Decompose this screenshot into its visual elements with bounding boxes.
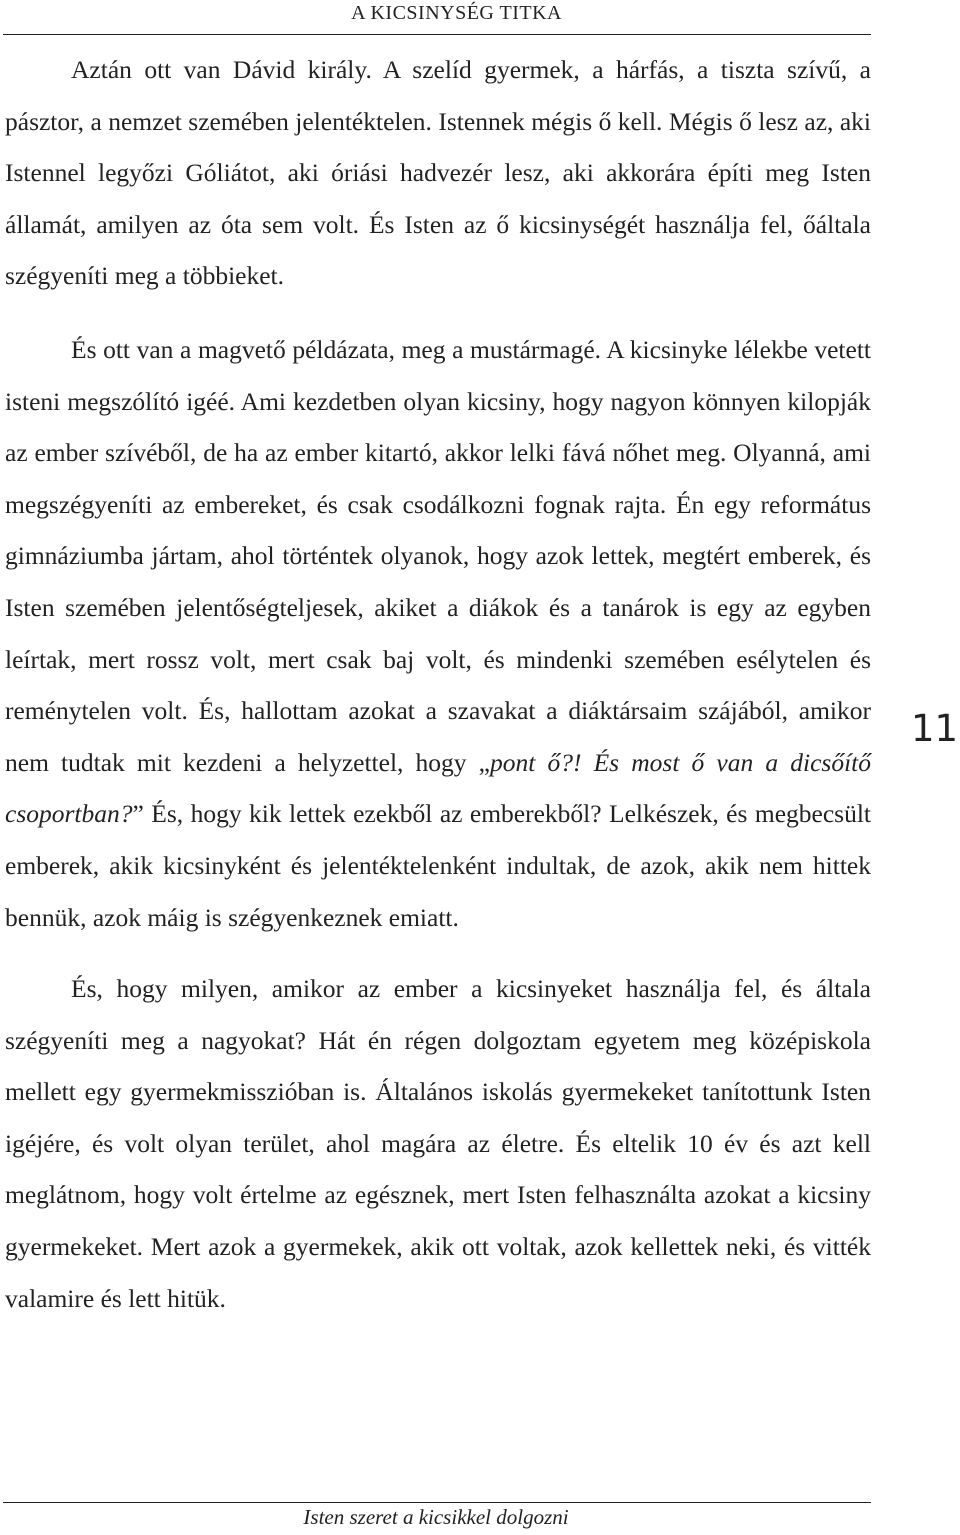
paragraph-3-text: És, hogy milyen, amikor az ember a kicsinyeket használja fel, és általa szégyeníti meg a nagyokat? Hát én régen dolgoztam egyetem meg középiskola mellett egy gyermekmisszióban is. Általános iskolás gyermekeket tanítottunk Isten igéjére, és volt olyan terület, ahol magára az életre. És eltelik 10 év és azt kell meglátnom, hogy volt értelme az egésznek, mert Isten felhasználta azokat a kicsiny gyermekeket. Mert azok a gyermekek, akik ott voltak, azok kellettek neki, és vitték valamire és lett hitük. xyxy=(5,974,871,1313)
paragraph-2-quote: pont ő?! És most ő van a dicsőítő csoportban? xyxy=(5,747,871,829)
paragraph-2-text-after: ” És, hogy kik lettek ezekből az emberekből? Lelkészek, és megbecsült emberek, akik kicsinyként és jelentéktelenként indultak, de azok, akik nem hittek bennük, azok máig is szégyenkeznek emiatt. xyxy=(5,799,871,932)
footer-divider xyxy=(3,1502,871,1503)
paragraph-1-text: Aztán ott van Dávid király. A szelíd gyermek, a hárfás, a tiszta szívű, a pásztor, a nemzet szemében jelentéktelen. Istennek mégis ő kell. Mégis ő lesz az, aki Istennel legyőzi Góliátot, aki óriási hadvezér lesz, aki akkorára építi meg Isten államát, amilyen az óta sem volt. És Isten az ő kicsinységét használja fel, őáltala szégyeníti meg a többieket. xyxy=(5,55,871,291)
header-divider xyxy=(3,34,871,35)
running-header-title: A KICSINYSÉG TITKA xyxy=(351,2,562,24)
paragraph-3 xyxy=(5,963,871,1324)
paragraph-2 xyxy=(5,324,871,943)
page-number: 11 xyxy=(911,707,959,750)
running-footer-title: Isten szeret a kicsikkel dolgozni xyxy=(303,1505,569,1529)
page-body xyxy=(5,44,871,1324)
paragraph-1 xyxy=(5,44,871,302)
paragraph-2-text: És ott van a magvető példázata, meg a mustármagé. A kicsinyke lélekbe vetett isteni megszólító igéé. Ami kezdetben olyan kicsiny, hogy nagyon könnyen kilopják az ember szívéből, de ha az ember kitartó, akkor lelki fává nőhet meg. Olyanná, ami megszégyeníti az embereket, és csak csodálkozni fognak rajta. Én egy református gimnáziumba jártam, ahol történtek olyanok, hogy azok lettek, megtért emberek, és Isten szemében jelentőségteljesek, akiket a diákok és a tanárok is egy az egyben leírtak, mert rossz volt, mert csak baj volt, és mindenki szemében esélytelen és reménytelen volt. És, hallottam azokat a szavakat a diáktársaim szájából, amikor nem tudtak mit kezdeni a helyzettel, hogy „ xyxy=(5,334,871,777)
